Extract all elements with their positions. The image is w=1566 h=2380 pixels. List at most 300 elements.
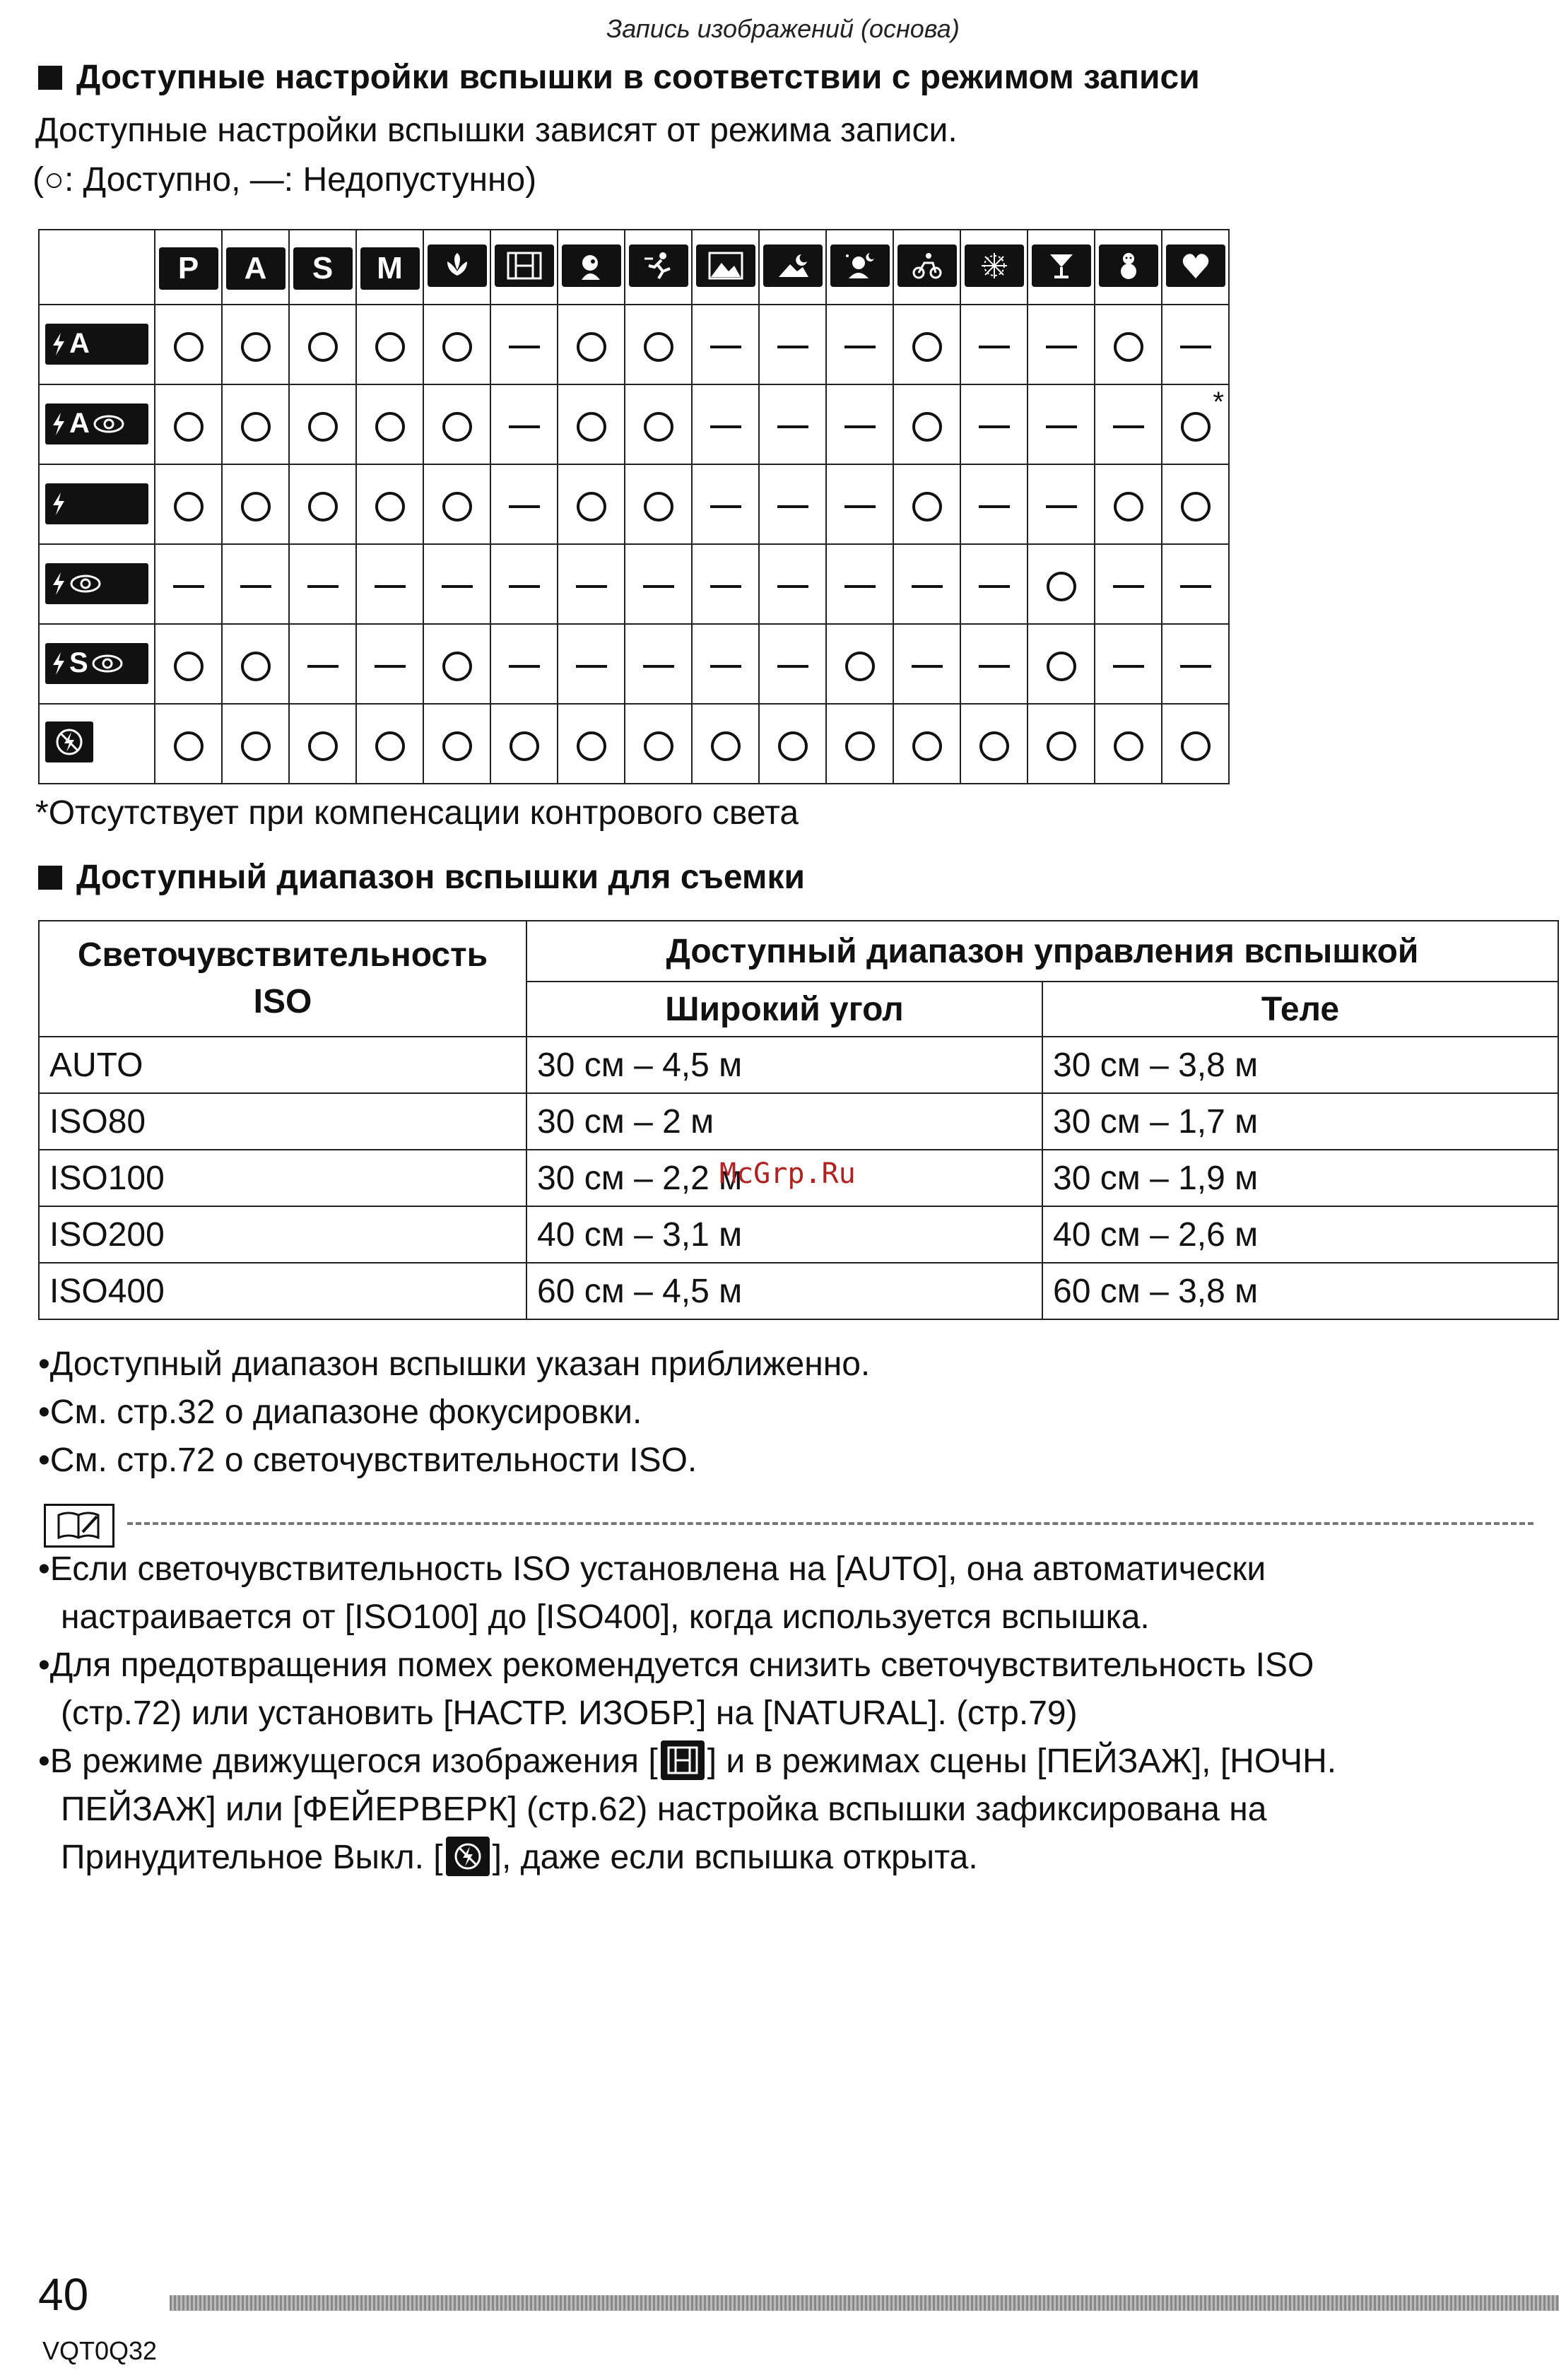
unavailable-mark xyxy=(1113,425,1144,428)
note-3-text-c: Принудительное Выкл. [ xyxy=(61,1839,443,1876)
availability-cell xyxy=(1028,624,1095,704)
iso-value: AUTO xyxy=(39,1037,526,1093)
section-title-flash-range xyxy=(38,858,805,897)
unavailable-mark xyxy=(979,585,1010,588)
unavailable-mark xyxy=(979,505,1010,508)
availability-cell xyxy=(1028,704,1095,784)
note-3-text-b: ] и в режимах сцены [ПЕЙЗАЖ], [НОЧН. xyxy=(707,1743,1337,1780)
available-mark xyxy=(1181,492,1211,522)
mode-column-header xyxy=(155,230,222,305)
note-3-text-d: ], даже если вспышка открыта. xyxy=(492,1839,978,1876)
available-mark xyxy=(174,731,204,761)
flash-mode-cell xyxy=(39,305,155,384)
tele-range: 30 см – 1,7 м xyxy=(1042,1093,1558,1150)
wide-range xyxy=(526,1150,1042,1206)
availability-cell xyxy=(155,704,222,784)
available-mark xyxy=(912,492,942,522)
availability-cell xyxy=(490,624,558,704)
availability-cell xyxy=(356,305,423,384)
availability-cell xyxy=(222,305,289,384)
availability-cell xyxy=(558,305,625,384)
availability-cell xyxy=(625,544,692,624)
wide-range-text: 30 см – 2,2 м xyxy=(537,1159,743,1197)
mode-column-header xyxy=(759,230,826,305)
available-mark xyxy=(174,652,204,681)
tele-range: 30 см – 3,8 м xyxy=(1042,1037,1558,1093)
availability-cell xyxy=(1162,544,1229,624)
availability-cell xyxy=(289,704,356,784)
availability-cell xyxy=(558,384,625,464)
watermark: McGrp.Ru xyxy=(719,1157,856,1190)
available-mark xyxy=(979,731,1009,761)
available-mark xyxy=(375,332,405,362)
range-group-header: Доступный диапазон управления вспышкой xyxy=(526,921,1558,982)
document-code: VQT0Q32 xyxy=(42,2336,158,2365)
available-mark xyxy=(778,731,808,761)
note-3-line-2: ПЕЙЗАЖ] или [ФЕЙЕРВЕРК] (стр.62) настройка вспышки зафиксирована на xyxy=(61,1791,1267,1828)
unavailable-mark xyxy=(307,665,338,668)
availability-cell xyxy=(1028,464,1095,544)
availability-cell xyxy=(490,544,558,624)
night-scenery-icon xyxy=(763,245,823,287)
iso-header: Светочувствительность ISO xyxy=(39,921,526,1037)
unavailable-mark xyxy=(777,665,808,668)
availability-cell xyxy=(490,704,558,784)
available-mark xyxy=(241,731,271,761)
mode-column-header xyxy=(692,230,759,305)
available-mark xyxy=(308,731,338,761)
available-mark xyxy=(644,731,673,761)
availability-cell xyxy=(625,384,692,464)
available-mark xyxy=(375,731,405,761)
flash-forced-on-icon xyxy=(45,483,148,524)
availability-cell xyxy=(1028,544,1095,624)
available-mark xyxy=(912,332,942,362)
availability-cell xyxy=(625,704,692,784)
availability-cell xyxy=(826,464,893,544)
available-mark xyxy=(1114,492,1143,522)
unavailable-mark xyxy=(777,346,808,348)
available-mark xyxy=(375,492,405,522)
availability-cell xyxy=(423,384,490,464)
available-mark xyxy=(442,652,472,681)
mode-column-header xyxy=(1028,230,1095,305)
availability-cell xyxy=(759,464,826,544)
footnote-star: * xyxy=(35,794,49,832)
mode-column-header xyxy=(893,230,960,305)
availability-cell xyxy=(155,305,222,384)
note-3-line-3 xyxy=(61,1833,978,1883)
unavailable-mark xyxy=(844,425,876,428)
available-mark xyxy=(442,492,472,522)
availability-cell xyxy=(759,704,826,784)
availability-cell xyxy=(490,464,558,544)
availability-cell xyxy=(222,704,289,784)
unavailable-mark xyxy=(307,585,338,588)
availability-cell xyxy=(625,624,692,704)
bullet-square-icon xyxy=(38,866,62,890)
unavailable-mark xyxy=(710,425,741,428)
iso-value: ISO100 xyxy=(39,1150,526,1206)
available-mark xyxy=(308,492,338,522)
wide-range: 30 см – 4,5 м xyxy=(526,1037,1042,1093)
page-number: 40 xyxy=(38,2269,89,2320)
availability-cell xyxy=(155,624,222,704)
availability-cell xyxy=(960,624,1028,704)
mode-header-row xyxy=(39,230,1229,305)
availability-cell xyxy=(692,464,759,544)
flash-forced-redeye-icon xyxy=(45,563,148,604)
section-title-text: Доступный диапазон вспышки для съемки xyxy=(76,859,805,896)
unavailable-mark xyxy=(979,665,1010,668)
night-portrait-icon xyxy=(830,245,890,287)
note-3-text-a: •В режиме движущегося изображения [ xyxy=(38,1743,658,1780)
availability-cell xyxy=(1095,544,1162,624)
mode-column-header xyxy=(826,230,893,305)
availability-cell xyxy=(826,624,893,704)
unavailable-mark xyxy=(912,665,943,668)
availability-cell xyxy=(289,624,356,704)
availability-cell xyxy=(960,544,1028,624)
note-2-line-1: •Для предотвращения помех рекомендуется снизить светочувствительность ISO xyxy=(38,1646,1314,1684)
availability-cell xyxy=(356,624,423,704)
aperture-priority xyxy=(226,247,285,290)
available-mark xyxy=(510,731,539,761)
fireworks-icon xyxy=(965,245,1024,287)
availability-cell xyxy=(423,704,490,784)
availability-cell xyxy=(356,704,423,784)
availability-cell xyxy=(1095,305,1162,384)
availability-cell xyxy=(222,544,289,624)
availability-cell xyxy=(960,464,1028,544)
note-divider xyxy=(127,1522,1533,1525)
availability-cell xyxy=(490,384,558,464)
availability-cell xyxy=(826,384,893,464)
unavailable-mark xyxy=(844,585,876,588)
iso-value: ISO80 xyxy=(39,1093,526,1150)
footnote-text: Отсутствует при компенсации контрового света xyxy=(48,794,799,832)
availability-cell xyxy=(960,384,1028,464)
sports-icon xyxy=(629,245,688,287)
unavailable-mark xyxy=(777,425,808,428)
table-row xyxy=(39,384,1229,464)
unavailable-mark xyxy=(509,585,540,588)
table-row xyxy=(39,1206,1558,1263)
available-mark xyxy=(1047,572,1076,601)
intro-line: Доступные настройки вспышки зависят от режима записи. xyxy=(35,112,958,149)
available-mark xyxy=(241,412,271,442)
table-row xyxy=(39,1037,1558,1093)
macro-icon xyxy=(428,245,487,287)
unavailable-mark xyxy=(710,346,741,348)
flash-auto-icon xyxy=(45,324,148,365)
availability-cell xyxy=(289,305,356,384)
available-mark xyxy=(1181,731,1211,761)
table-row xyxy=(39,544,1229,624)
table-row xyxy=(39,624,1229,704)
mode-column-header xyxy=(1095,230,1162,305)
available-mark xyxy=(241,652,271,681)
unavailable-mark xyxy=(710,585,741,588)
unavailable-mark xyxy=(1180,665,1211,668)
availability-cell xyxy=(423,464,490,544)
mode-column-header xyxy=(558,230,625,305)
unavailable-mark xyxy=(777,585,808,588)
unavailable-mark xyxy=(576,585,607,588)
note-2-line-2: (стр.72) или установить [НАСТР. ИЗОБР.] на [NATURAL]. (стр.79) xyxy=(61,1695,1078,1732)
bullet-3: •См. стр.72 о светочувствительности ISO. xyxy=(38,1442,697,1479)
availability-cell xyxy=(1095,384,1162,464)
availability-cell xyxy=(759,305,826,384)
flash-range-table xyxy=(38,920,1559,1320)
availability-cell xyxy=(826,704,893,784)
unavailable-mark xyxy=(375,585,406,588)
available-mark xyxy=(241,492,271,522)
unavailable-mark xyxy=(1046,346,1077,348)
availability-cell xyxy=(625,305,692,384)
heart-icon xyxy=(1166,245,1225,287)
party-icon xyxy=(1032,245,1091,287)
mode-column-header xyxy=(490,230,558,305)
available-mark xyxy=(1047,731,1076,761)
unavailable-mark xyxy=(979,425,1010,428)
availability-cell xyxy=(893,384,960,464)
table-row xyxy=(39,464,1229,544)
flash-table-wrap xyxy=(38,229,1230,784)
running-header: Запись изображений (основа) xyxy=(606,14,960,43)
availability-cell xyxy=(155,384,222,464)
availability-cell xyxy=(558,624,625,704)
manual-mode xyxy=(360,247,420,290)
availability-cell xyxy=(289,384,356,464)
availability-cell xyxy=(1028,384,1095,464)
availability-cell xyxy=(356,384,423,464)
unavailable-mark xyxy=(1113,585,1144,588)
shutter-priority xyxy=(293,247,353,290)
movie-icon xyxy=(495,245,554,287)
wide-range: 60 см – 4,5 м xyxy=(526,1263,1042,1319)
flash-mode-cell xyxy=(39,464,155,544)
availability-cell xyxy=(222,624,289,704)
unavailable-mark xyxy=(1180,346,1211,348)
unavailable-mark xyxy=(576,665,607,668)
unavailable-mark xyxy=(509,346,540,348)
iso-value: ISO200 xyxy=(39,1206,526,1263)
available-mark xyxy=(442,412,472,442)
available-mark xyxy=(644,492,673,522)
flash-mode-cell xyxy=(39,624,155,704)
available-mark xyxy=(442,332,472,362)
unavailable-mark xyxy=(509,505,540,508)
availability-cell xyxy=(490,305,558,384)
movie-icon xyxy=(661,1740,705,1780)
available-mark xyxy=(577,731,606,761)
note-3-line-1 xyxy=(38,1737,1336,1786)
tele-range: 60 см – 3,8 м xyxy=(1042,1263,1558,1319)
iso-value: ISO400 xyxy=(39,1263,526,1319)
availability-cell xyxy=(893,464,960,544)
table-row xyxy=(39,1093,1558,1150)
availability-cell xyxy=(893,624,960,704)
mode-label: A xyxy=(244,250,267,285)
available-mark xyxy=(442,731,472,761)
availability-cell xyxy=(692,544,759,624)
unavailable-mark xyxy=(710,505,741,508)
iso-table-wrap xyxy=(38,920,1559,1320)
availability-cell xyxy=(423,544,490,624)
table-row xyxy=(39,305,1229,384)
note-1-line-2: настраивается от [ISO100] до [ISO400], когда используется вспышка. xyxy=(61,1598,1150,1636)
mode-label: S xyxy=(312,250,334,285)
available-mark xyxy=(644,332,673,362)
mode-label: P xyxy=(177,250,199,285)
table-row xyxy=(39,704,1229,784)
available-mark xyxy=(1114,332,1143,362)
availability-cell xyxy=(1162,305,1229,384)
availability-cell xyxy=(1095,704,1162,784)
availability-cell xyxy=(356,464,423,544)
availability-cell xyxy=(893,544,960,624)
unavailable-mark xyxy=(375,665,406,668)
availability-cell xyxy=(893,704,960,784)
mode-column-header xyxy=(356,230,423,305)
available-mark xyxy=(577,492,606,522)
flash-off-icon xyxy=(45,721,93,762)
flash-mode-cell xyxy=(39,704,155,784)
legend-line: (○: Доступно, —: Недопустунно) xyxy=(33,161,537,199)
note-icon xyxy=(44,1504,114,1548)
tele-header: Теле xyxy=(1042,982,1558,1037)
unavailable-mark xyxy=(1046,425,1077,428)
available-mark xyxy=(375,412,405,442)
bullet-1: •Доступный диапазон вспышки указан приближенно. xyxy=(38,1345,871,1383)
mode-column-header xyxy=(423,230,490,305)
available-mark xyxy=(174,492,204,522)
unavailable-mark xyxy=(979,346,1010,348)
mode-column-header xyxy=(960,230,1028,305)
unavailable-mark xyxy=(710,665,741,668)
flash-off-icon xyxy=(446,1837,490,1876)
bullet-2: •См. стр.32 о диапазоне фокусировки. xyxy=(38,1394,642,1431)
wide-header: Широкий угол xyxy=(526,982,1042,1037)
availability-cell xyxy=(423,624,490,704)
availability-cell xyxy=(759,384,826,464)
available-mark xyxy=(308,332,338,362)
availability-cell xyxy=(222,464,289,544)
availability-cell xyxy=(289,544,356,624)
table-row xyxy=(39,1150,1558,1206)
flash-mode-letter: S xyxy=(69,647,88,678)
unavailable-mark xyxy=(1113,665,1144,668)
snow-icon xyxy=(1099,245,1158,287)
tele-range: 40 см – 2,6 м xyxy=(1042,1206,1558,1263)
available-mark xyxy=(174,332,204,362)
availability-cell xyxy=(960,305,1028,384)
availability-cell xyxy=(826,305,893,384)
available-mark xyxy=(577,412,606,442)
availability-cell xyxy=(1162,704,1229,784)
available-mark xyxy=(241,332,271,362)
scenery-icon xyxy=(696,245,755,287)
availability-cell xyxy=(155,544,222,624)
available-mark xyxy=(1114,731,1143,761)
flash-availability-table xyxy=(38,229,1230,784)
unavailable-mark xyxy=(442,585,473,588)
available-mark xyxy=(845,731,875,761)
availability-cell xyxy=(558,544,625,624)
available-mark xyxy=(711,731,741,761)
flash-mode-cell xyxy=(39,544,155,624)
availability-cell xyxy=(960,704,1028,784)
availability-cell xyxy=(222,384,289,464)
footnote xyxy=(35,789,799,838)
red-eye-icon xyxy=(91,654,124,673)
unavailable-mark xyxy=(912,585,943,588)
availability-cell xyxy=(826,544,893,624)
available-mark xyxy=(1181,412,1211,442)
availability-cell xyxy=(759,544,826,624)
red-eye-icon xyxy=(93,414,125,434)
unavailable-mark xyxy=(844,505,876,508)
unavailable-mark xyxy=(509,665,540,668)
section-title-text: Доступные настройки вспышки в соответствии с режимом записи xyxy=(76,59,1200,96)
availability-cell xyxy=(1095,624,1162,704)
wide-range: 40 см – 3,1 м xyxy=(526,1206,1042,1263)
available-mark xyxy=(308,412,338,442)
flash-mode-letter: A xyxy=(69,408,90,439)
availability-cell xyxy=(289,464,356,544)
availability-cell xyxy=(558,704,625,784)
flash-mode-letter: A xyxy=(69,328,90,359)
unavailable-mark xyxy=(240,585,271,588)
availability-cell xyxy=(692,704,759,784)
program-mode xyxy=(159,247,218,290)
panning-icon xyxy=(897,245,957,287)
availability-cell xyxy=(625,464,692,544)
availability-cell xyxy=(155,464,222,544)
mode-label: M xyxy=(377,250,403,285)
available-mark xyxy=(577,332,606,362)
availability-cell xyxy=(692,305,759,384)
availability-cell xyxy=(423,305,490,384)
unavailable-mark xyxy=(643,585,674,588)
availability-cell xyxy=(692,384,759,464)
available-mark xyxy=(644,412,673,442)
corner-cell xyxy=(39,230,155,305)
unavailable-mark xyxy=(509,425,540,428)
availability-cell xyxy=(558,464,625,544)
availability-cell xyxy=(893,305,960,384)
unavailable-mark xyxy=(844,346,876,348)
wide-range: 30 см – 2 м xyxy=(526,1093,1042,1150)
footer-rule xyxy=(170,2295,1559,2311)
unavailable-mark xyxy=(643,665,674,668)
unavailable-mark xyxy=(777,505,808,508)
unavailable-mark xyxy=(173,585,204,588)
availability-cell xyxy=(1028,305,1095,384)
table-row xyxy=(39,1263,1558,1319)
unavailable-mark xyxy=(1046,505,1077,508)
tele-range: 30 см – 1,9 м xyxy=(1042,1150,1558,1206)
flash-auto-redeye-icon xyxy=(45,403,148,444)
flash-mode-cell xyxy=(39,384,155,464)
availability-cell xyxy=(1162,384,1229,464)
available-mark xyxy=(174,412,204,442)
availability-cell xyxy=(1162,624,1229,704)
red-eye-icon xyxy=(69,574,102,594)
mode-column-header xyxy=(625,230,692,305)
section-title-flash-settings xyxy=(38,58,1200,97)
